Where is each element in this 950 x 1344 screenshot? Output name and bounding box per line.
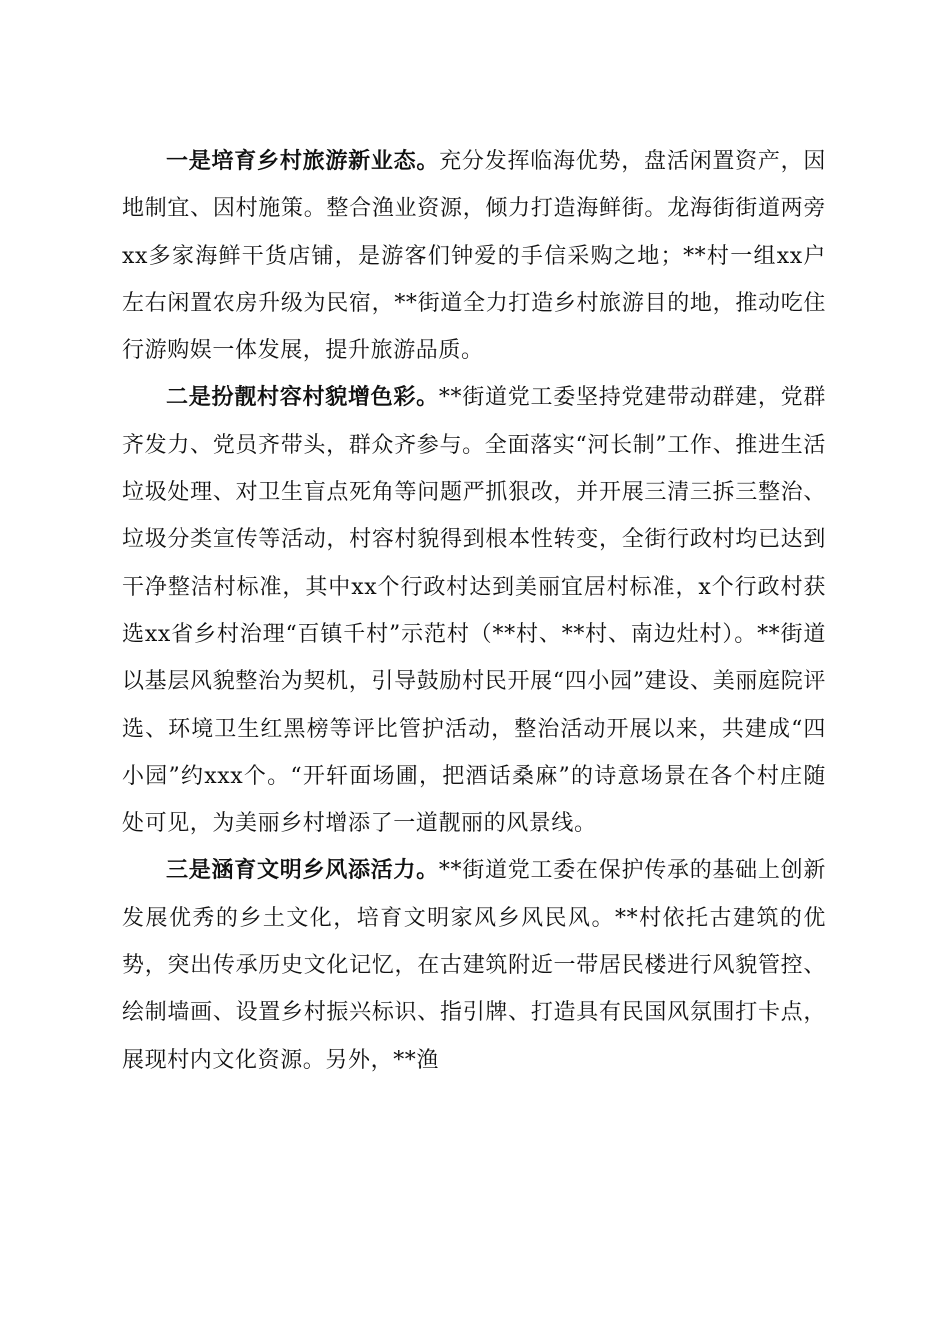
- paragraph-text: **街道党工委坚持党建带动群建，党群齐发力、党员齐带头，群众齐参与。全面落实“河长制”工作、推进生活垃圾处理、对卫生盲点死角等问题严抓狠改，并开展三清三拆三整治、垃圾分类宣传等活动，村容村貌得到根本性转变，全街行政村均已达到干净整洁村标准，其中xx个行政村达到美丽宜居村标准，x个行政村获选xx省乡村治理“百镇千村”示范村（**村、**村、南边灶村）。**街道以基层风貌整治为契机，引导鼓励村民开展“四小园”建设、美丽庭院评选、环境卫生红黑榜等评比管护活动，整治活动开展以来，共建成“四小园”约xxx个。“开轩面场圃，把酒话桑麻”的诗意场景在各个村庄随处可见，为美丽乡村增添了一道靓丽的风景线。: [122, 385, 826, 837]
- paragraph-text: **街道党工委在保护传承的基础上创新发展优秀的乡土文化，培育文明家风乡风民风。**村依托古建筑的优势，突出传承历史文化记忆，在古建筑附近一带居民楼进行风貌管控、绘制墙画、设置乡村振兴标识、指引牌、打造具有民国风氛围打卡点，展现村内文化资源。另外，**渔: [122, 858, 826, 1073]
- paragraph-tourism: [122, 138, 826, 374]
- paragraph-text: 充分发挥临海优势，盘活闲置资产，因地制宜、因村施策。整合渔业资源，倾力打造海鲜街。龙海街街道两旁xx多家海鲜干货店铺，是游客们钟爱的手信采购之地；**村一组xx户左右闲置农房升级为民宿，**街道全力打造乡村旅游目的地，推动吃住行游购娱一体发展，提升旅游品质。: [122, 149, 826, 364]
- paragraph-civilization: [122, 847, 826, 1083]
- paragraph-village-appearance: [122, 374, 826, 847]
- paragraph-heading: 二是扮靓村容村貌增色彩。: [166, 385, 439, 411]
- paragraph-heading: 一是培育乡村旅游新业态。: [166, 149, 440, 174]
- paragraph-heading: 三是涵育文明乡风添活力。: [166, 858, 439, 884]
- document-body: [122, 138, 826, 1084]
